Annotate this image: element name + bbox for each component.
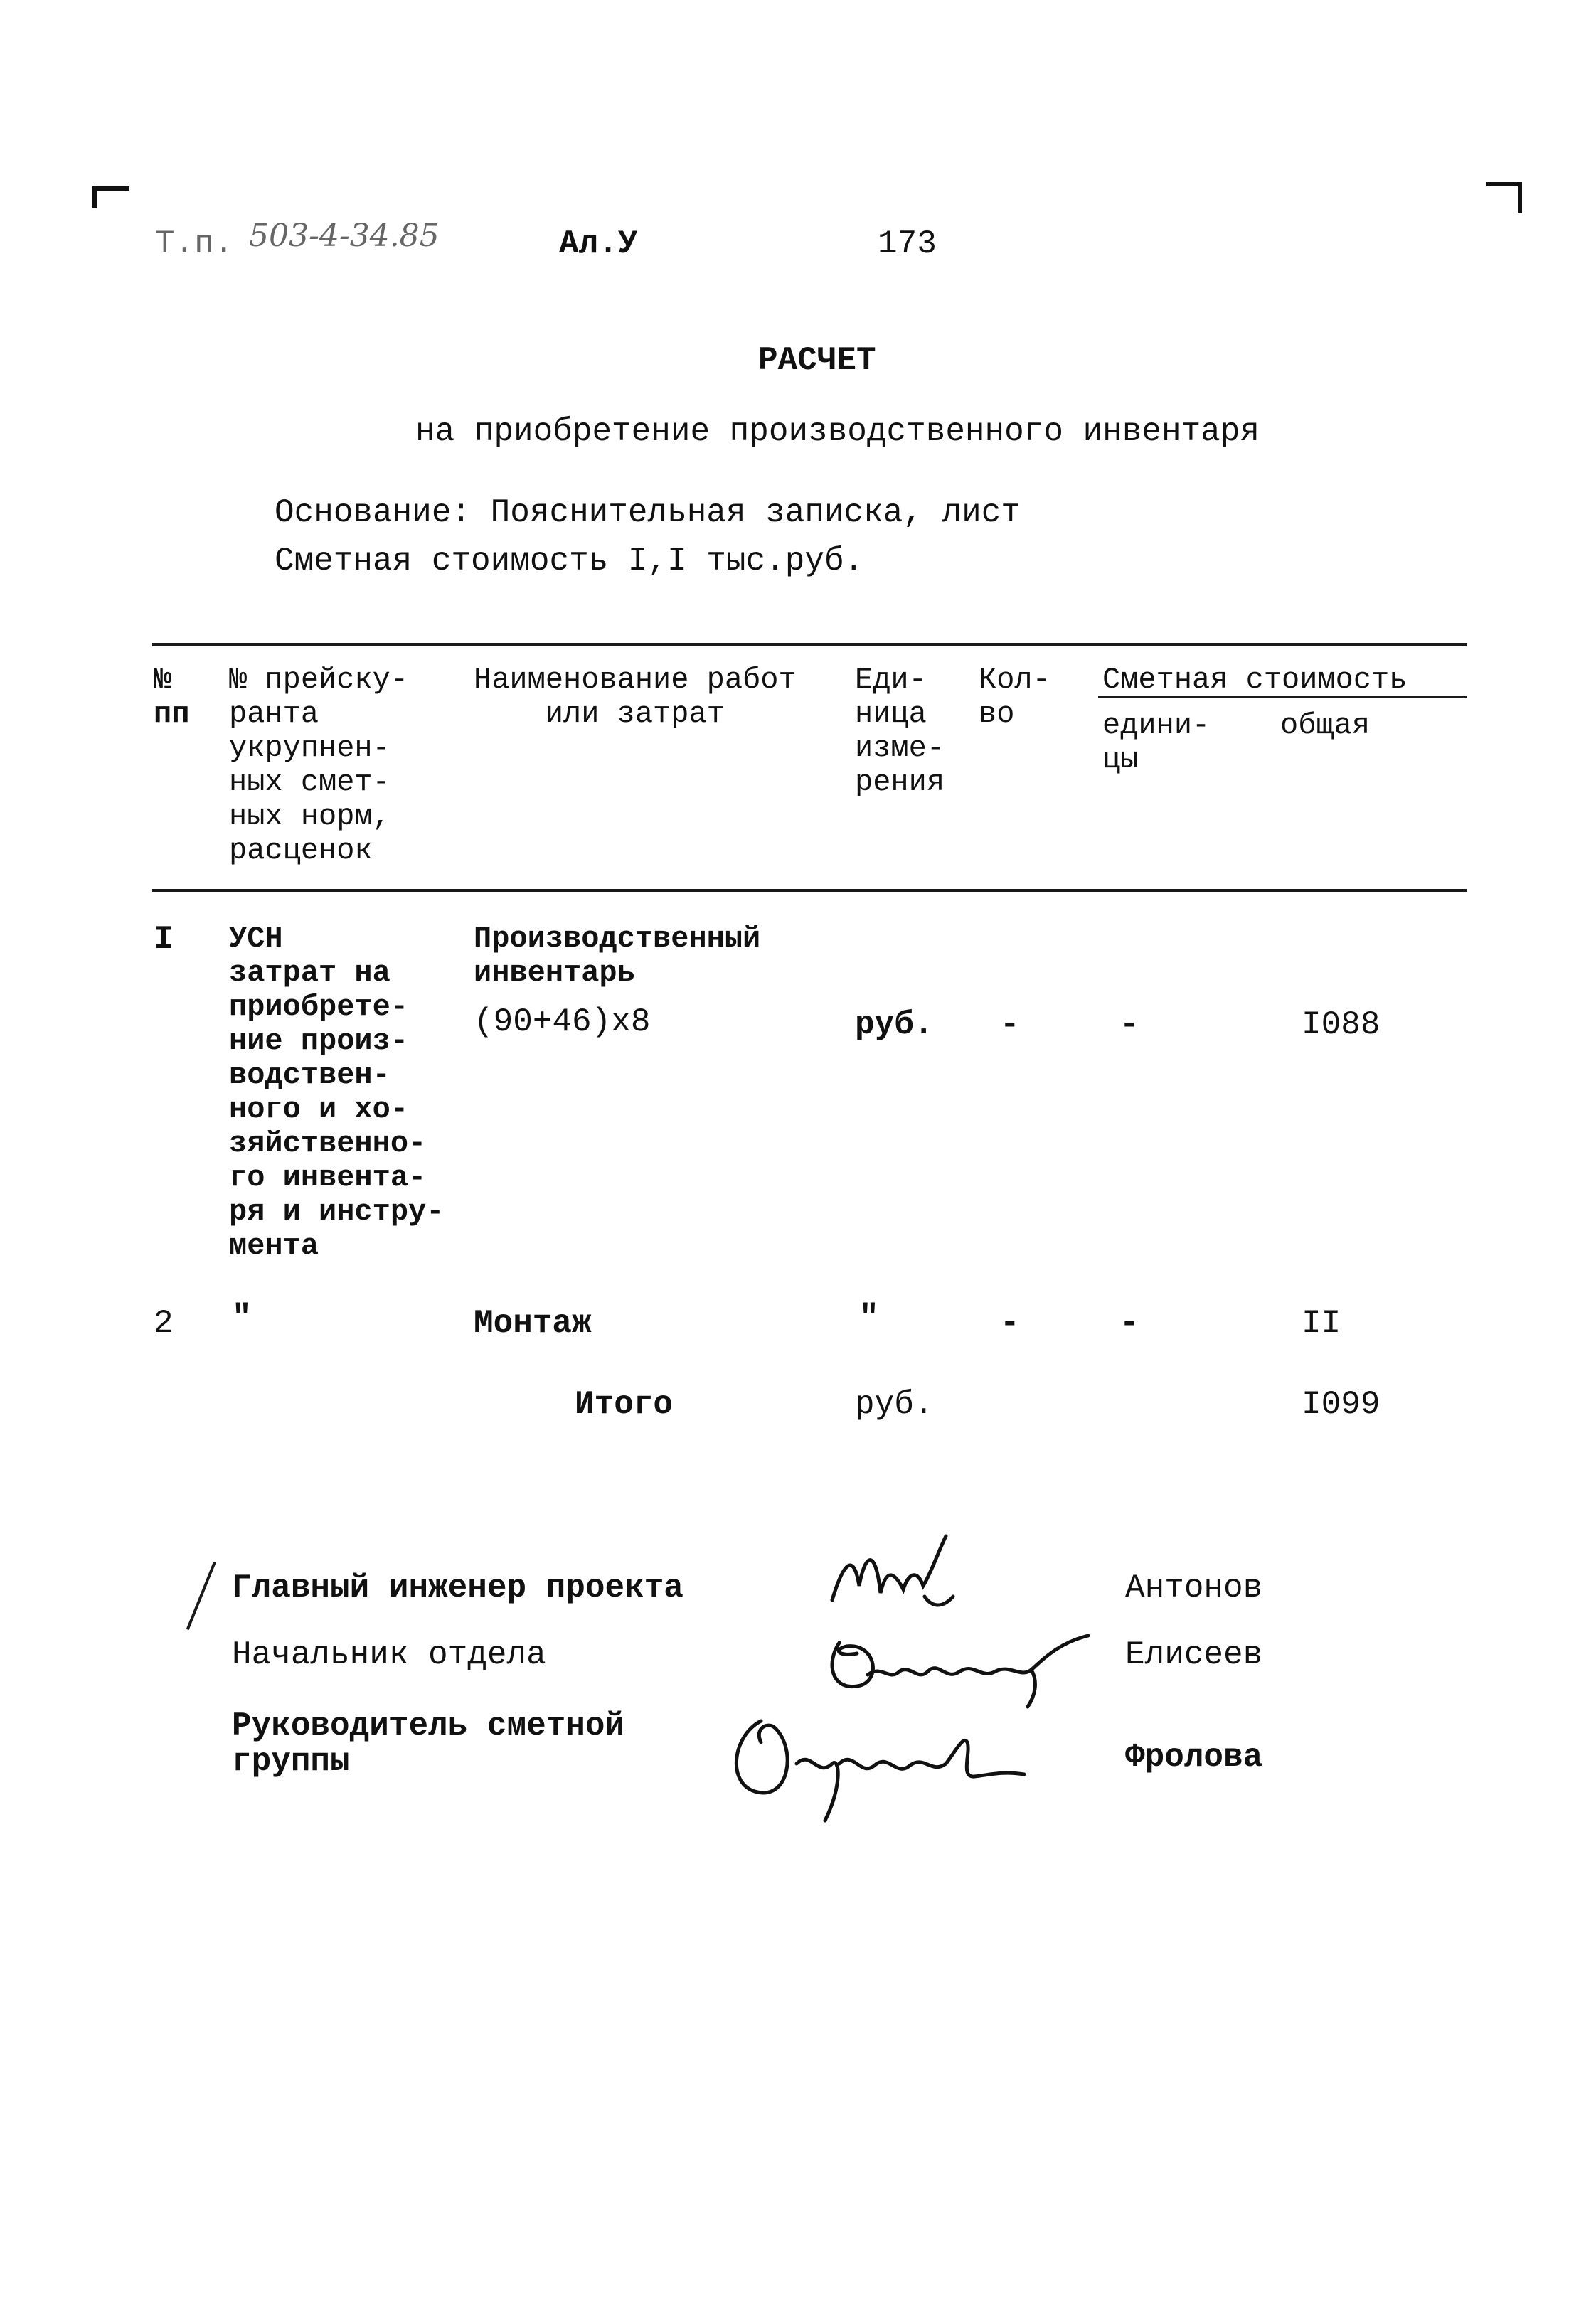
row2-unit: "	[859, 1299, 879, 1336]
signature-role-1: Главный инженер проекта	[232, 1570, 683, 1606]
table-top-rule	[152, 643, 1467, 646]
signature-name-1: Антонов	[1125, 1570, 1263, 1606]
document-title: РАСЧЕТ	[758, 342, 876, 379]
handwritten-signature-3	[718, 1700, 1038, 1828]
signature-name-3: Фролова	[1125, 1739, 1263, 1776]
document-subtitle: на приобретение производственного инвентаря	[415, 413, 1260, 450]
corner-mark-right	[1486, 182, 1522, 213]
handwritten-signature-1	[825, 1529, 981, 1621]
margin-slash	[186, 1562, 216, 1630]
header-cost-group: Сметная стоимость	[1102, 663, 1408, 697]
row1-formula: (90+46)х8	[474, 1003, 651, 1040]
header-price-list: № прейску- ранта укрупнен- ных смет- ных норм, расценок	[229, 663, 409, 868]
row2-name: Монтаж	[474, 1305, 592, 1342]
header-qty: Кол- во	[979, 663, 1050, 731]
row2-num: 2	[154, 1305, 174, 1342]
header-name: Наименование работ или затрат	[474, 663, 797, 731]
header-bottom-rule	[152, 889, 1467, 892]
signature-role-2: Начальник отдела	[232, 1636, 546, 1673]
header-cost-total: общая	[1280, 708, 1371, 742]
row1-cost-total: I088	[1302, 1006, 1380, 1043]
row1-price-list: УСН затрат на приобрете- ние произ- водствен- ного и хо- зяйственно- го инвента- ря и инстру- мента	[229, 922, 445, 1263]
handwritten-signature-2	[818, 1614, 1102, 1714]
total-value: I099	[1302, 1386, 1380, 1423]
corner-mark-left	[92, 186, 129, 208]
total-label: Итого	[575, 1386, 674, 1423]
page-number: 173	[878, 225, 937, 262]
row1-name: Производственный инвентарь	[474, 922, 761, 990]
signature-role-3: Руководитель сметной группы	[232, 1707, 625, 1780]
row2-cost-unit: -	[1119, 1305, 1139, 1342]
row2-price-list: "	[232, 1299, 252, 1336]
row2-cost-total: II	[1302, 1305, 1341, 1342]
header-cost-unit: едини- цы	[1102, 708, 1211, 777]
header-unit: Еди- ница изме- рения	[855, 663, 945, 799]
doc-ref-handwritten: 503-4-34.85	[249, 218, 440, 254]
header-num: № пп	[154, 663, 190, 731]
row2-qty: -	[1000, 1305, 1020, 1342]
row1-cost-unit: -	[1119, 1006, 1139, 1043]
doc-ref-prefix: Т.п.	[155, 225, 234, 262]
total-unit: руб.	[855, 1386, 934, 1423]
row1-qty: -	[1000, 1006, 1020, 1043]
basis-line: Основание: Пояснительная записка, лист	[275, 494, 1021, 531]
row1-num: I	[154, 921, 174, 958]
estimated-cost-line: Сметная стоимость I,I тыс.руб.	[275, 543, 864, 580]
row1-unit: руб.	[855, 1006, 934, 1043]
album-label: Ал.У	[559, 225, 638, 262]
signature-name-2: Елисеев	[1125, 1636, 1263, 1673]
